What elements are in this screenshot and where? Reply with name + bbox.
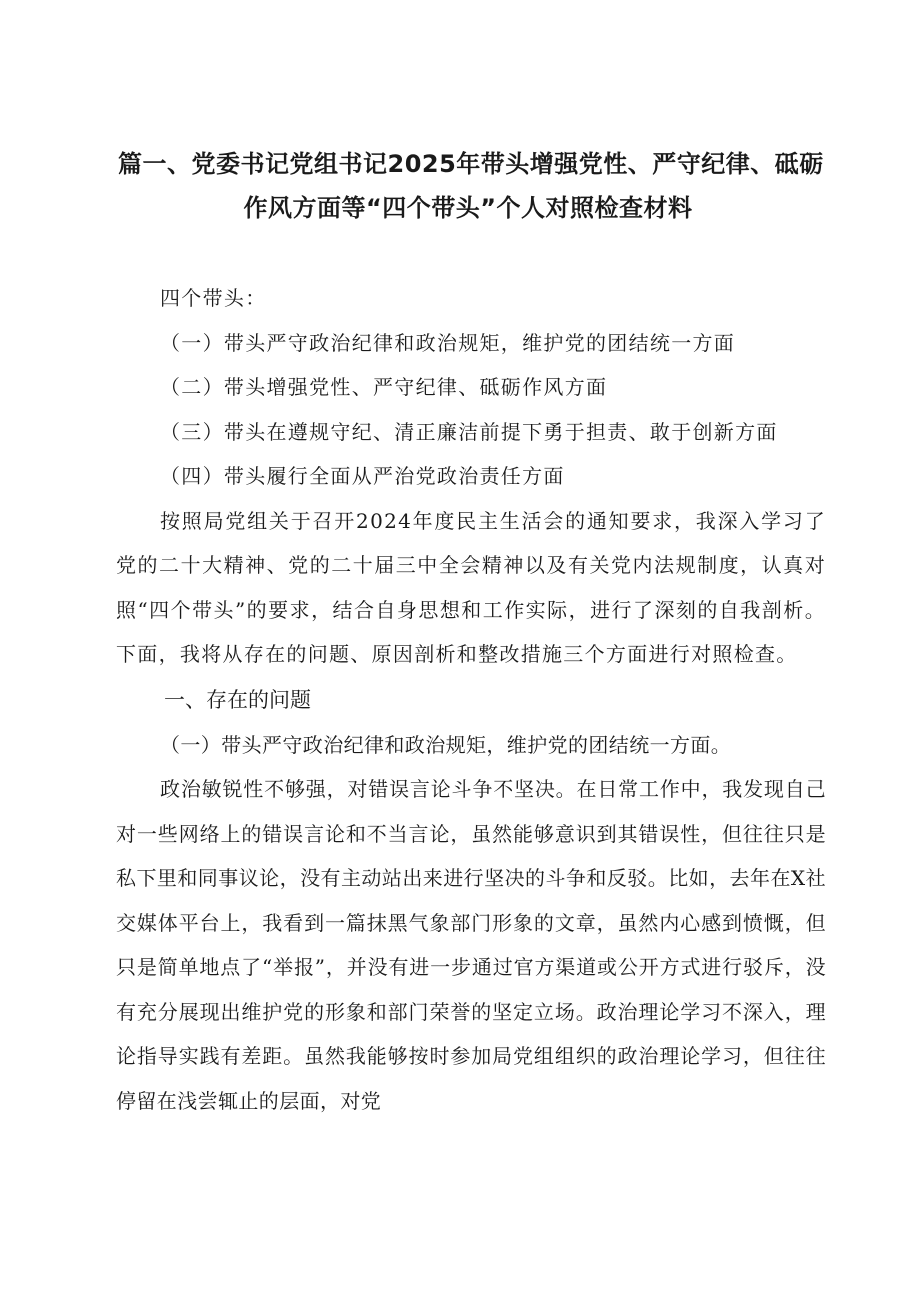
document-body [116, 276, 826, 1123]
document-title [118, 142, 824, 230]
section-heading: 一、存在的问题 [164, 687, 311, 712]
body-paragraph: 政治敏锐性不够强，对错误言论斗争不坚决。在日常工作中，我发现自己对一些网络上的错误言论和不当言论，虽然能够意识到其错误性，但往往只是私下里和同事议论，没有主动站出来进行坚决的斗争和反驳。比如，去年在X社交媒体平台上，我看到一篇抹黑气象部门形象的文章，虽然内心感到愤慨，但只是简单地点了“举报”，并没有进一步通过官方渠道或公开方式进行驳斥，没有充分展现出维护党的形象和部门荣誉的坚定立场。政治理论学习不深入，理论指导实践有差距。虽然我能够按时参加局党组组织的政治理论学习，但往往停留在浅尝辄止的层面，对党 [116, 777, 826, 1113]
list-item-1: （一）带头严守政治纪律和政治规矩，维护党的团结统一方面 [160, 330, 736, 355]
subsection-heading: （一）带头严守政治纪律和政治规矩，维护党的团结统一方面。 [160, 732, 732, 757]
title-line-2: 作风方面等“四个带头”个人对照检查材料 [243, 194, 693, 222]
intro-label: 四个带头： [160, 286, 267, 310]
intro-paragraph: 按照局党组关于召开2024年度民主生活会的通知要求，我深入学习了党的二十大精神、党的二十届三中全会精神以及有关党内法规制度，认真对照“四个带头”的要求，结合自身思想和工作实际，进行了深刻的自我剖析。下面，我将从存在的问题、原因剖析和整改措施三个方面进行对照检查。 [116, 508, 826, 666]
list-item-4: （四）带头履行全面从严治党政治责任方面 [160, 464, 565, 488]
list-item-3: （三）带头在遵规守纪、清正廉洁前提下勇于担责、敢于创新方面 [160, 419, 778, 444]
title-line-1: 篇一、党委书记党组书记2025年带头增强党性、严守纪律、砥砺 [118, 150, 824, 178]
list-item-2: （二）带头增强党性、严守纪律、砥砺作风方面 [160, 375, 608, 399]
